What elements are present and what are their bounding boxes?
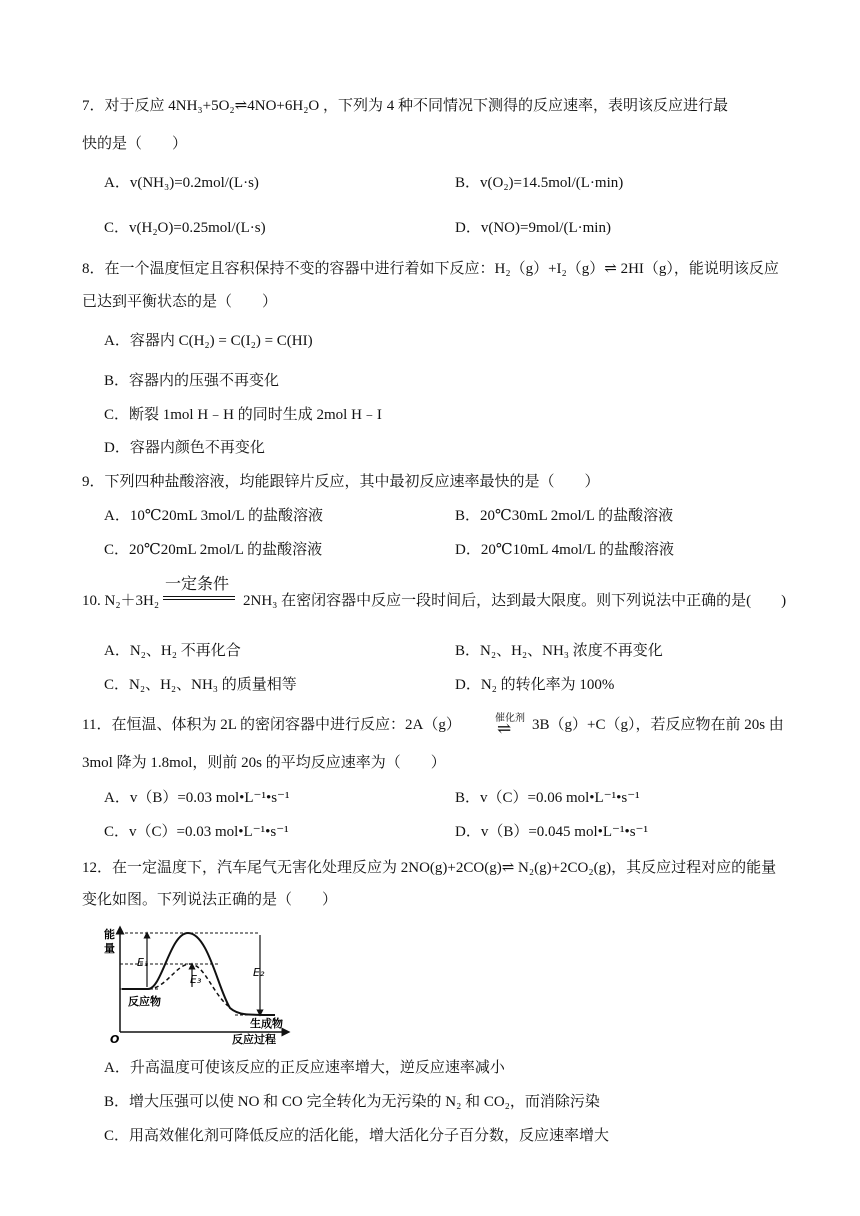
q9-stem: 9．下列四种盐酸溶液，均能跟锌片反应，其中最初反应速率最快的是（ ） — [82, 474, 600, 490]
q7-option-b: B．v(O₂)=14.5mol/(L·min) — [455, 175, 624, 191]
q11-option-a: A．v（B）=0.03 mol•L⁻¹•s⁻¹ — [104, 790, 290, 806]
q10-equals-arrow — [163, 596, 235, 600]
e1-label: E₁ — [137, 956, 149, 969]
q12-stem-line2: 变化如图。下列说法正确的是（ ） — [82, 892, 338, 908]
y-axis-label-1: 能 — [104, 928, 115, 941]
origin-label: O — [110, 1033, 120, 1046]
q10-condition: 一定条件 — [165, 576, 230, 593]
q10-stem-left: 10. N₂＋3H₂ — [82, 593, 160, 609]
q12-option-a: A．升高温度可使该反应的正反应速率增大，逆反应速率减小 — [104, 1060, 505, 1076]
products-label: 生成物 — [250, 1017, 283, 1030]
x-axis-label: 反应过程 — [232, 1033, 276, 1046]
q7-option-c: C．v(H₂O)=0.25mol/(L·s) — [104, 220, 266, 236]
y-axis-label-2: 量 — [104, 942, 115, 955]
q7-stem-line2: 快的是（ ） — [82, 136, 188, 152]
e3-label: E₃ — [190, 973, 202, 986]
q11-equilibrium-arrow: ⇌ — [497, 719, 512, 738]
reactants-label: 反应物 — [128, 995, 161, 1008]
q11-stem-line2: 3mol 降为 1.8mol，则前 20s 的平均反应速率为（ ） — [82, 755, 446, 771]
q9-option-c: C．20℃20mL 2mol/L 的盐酸溶液 — [104, 542, 323, 558]
q8-option-a: A．容器内 C(H₂) = C(I₂) = C(HI) — [104, 333, 313, 349]
q10-option-b: B．N₂、H₂、NH₃ 浓度不再变化 — [455, 643, 663, 659]
e2-label: E₂ — [253, 966, 265, 979]
q8-option-c: C．断裂 1mol H﹣H 的同时生成 2mol H﹣I — [104, 407, 382, 423]
q8-option-d: D．容器内颜色不再变化 — [104, 440, 265, 456]
q11-option-d: D．v（B）=0.045 mol•L⁻¹•s⁻¹ — [455, 824, 648, 840]
q8-option-b: B．容器内的压强不再变化 — [104, 373, 280, 389]
q9-option-a: A．10℃20mL 3mol/L 的盐酸溶液 — [104, 508, 323, 524]
q12-option-b: B．增大压强可以使 NO 和 CO 完全转化为无污染的 N₂ 和 CO₂，而消除污染 — [104, 1094, 600, 1110]
q11-stem-line1-b: 3B（g）+C（g），若反应物在前 20s 由 — [532, 717, 784, 733]
q9-option-d: D．20℃10mL 4mol/L 的盐酸溶液 — [455, 542, 674, 558]
q11-option-c: C．v（C）=0.03 mol•L⁻¹•s⁻¹ — [104, 824, 289, 840]
q7-option-d: D．v(NO)=9mol/(L·min) — [455, 220, 611, 236]
q12-option-c: C．用高效催化剂可降低反应的活化能，增大活化分子百分数，反应速率增大 — [104, 1128, 610, 1144]
q7-option-a: A．v(NH₃)=0.2mol/(L·s) — [104, 175, 259, 191]
q8-stem-line1: 8．在一个温度恒定且容积保持不变的容器中进行着如下反应：H₂（g）+I₂（g）⇌ 2HI（g），能说明该反应 — [82, 261, 779, 277]
q11-stem-line1-a: 11．在恒温、体积为 2L 的密闭容器中进行反应：2A（g） — [82, 717, 461, 733]
q11-catalyst: 催化剂 — [495, 713, 525, 724]
q8-stem-line2: 已达到平衡状态的是（ ） — [82, 294, 278, 310]
q12-stem-line1: 12．在一定温度下，汽车尾气无害化处理反应为 2NO(g)+2CO(g)⇌ N₂(g)+2CO₂(g)，其反应过程对应的能量 — [82, 860, 777, 876]
q10-option-c: C．N₂、H₂、NH₃ 的质量相等 — [104, 677, 297, 693]
q10-stem-right: 2NH₃ 在密闭容器中反应一段时间后，达到最大限度。则下列说法中正确的是( ) — [243, 593, 787, 609]
q7-stem-line1: 7．对于反应 4NH₃+5O₂⇌4NO+6H₂O ，下列为 4 种不同情况下测得的反应速率，表明该反应进行最 — [82, 98, 729, 114]
q9-option-b: B．20℃30mL 2mol/L 的盐酸溶液 — [455, 508, 674, 524]
energy-diagram — [100, 922, 300, 1047]
q11-option-b: B．v（C）=0.06 mol•L⁻¹•s⁻¹ — [455, 790, 640, 806]
q10-option-a: A．N₂、H₂ 不再化合 — [104, 643, 241, 659]
q10-option-d: D．N₂ 的转化率为 100% — [455, 677, 615, 693]
